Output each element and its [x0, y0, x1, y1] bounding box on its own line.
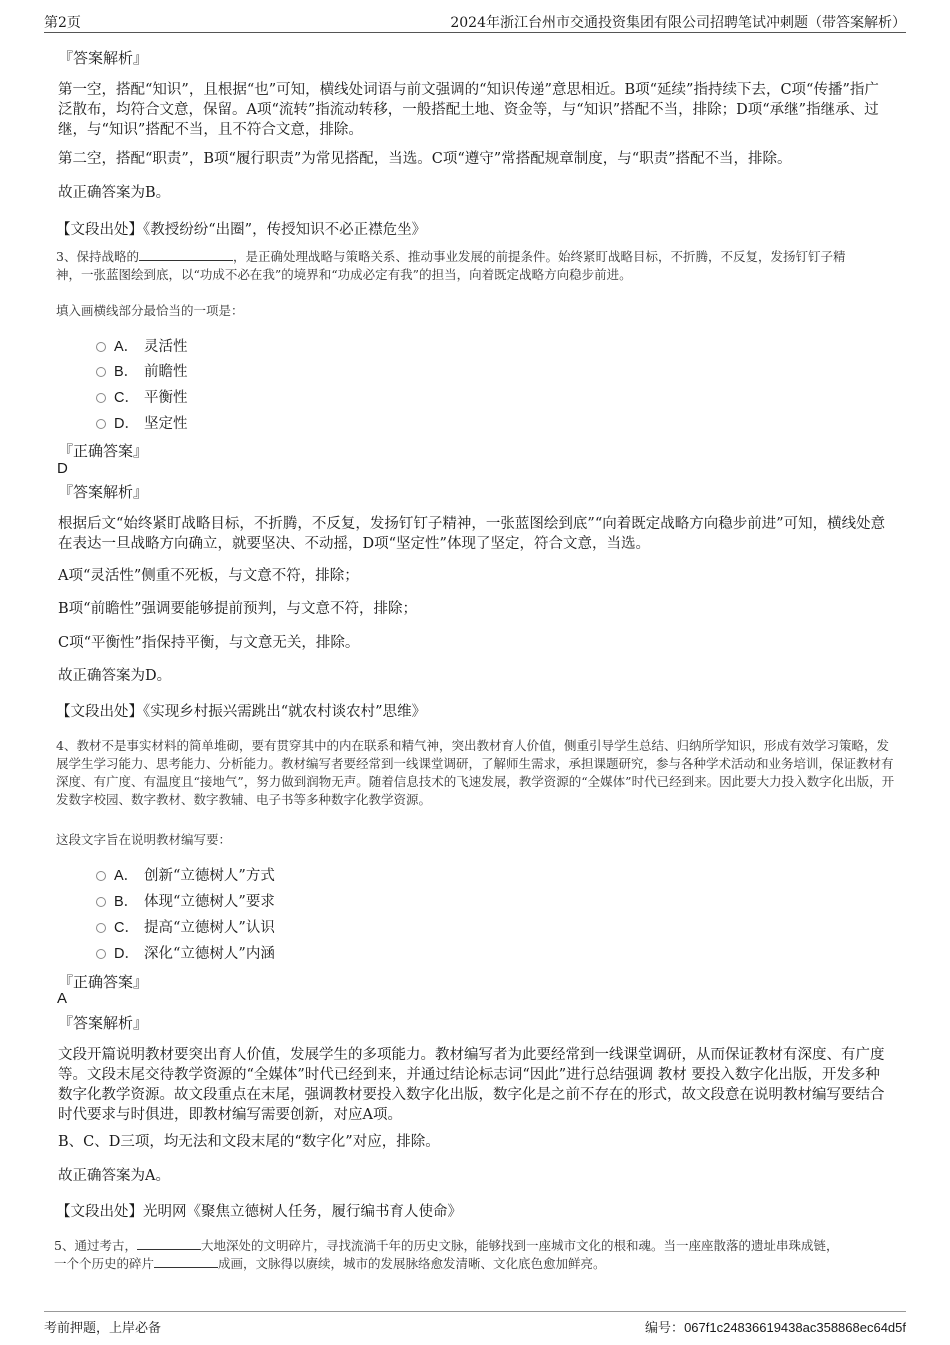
analysis-label: 『答案解析』 — [58, 49, 149, 67]
radio-icon[interactable] — [96, 923, 106, 933]
radio-icon[interactable] — [96, 393, 106, 403]
option-b[interactable]: B． 前瞻性 — [96, 360, 188, 380]
option-a[interactable]: A． 灵活性 — [96, 335, 188, 355]
page-header — [44, 10, 906, 33]
source-citation: 【文段出处】光明网《聚焦立德树人任务，履行编书育人使命》 — [56, 1204, 462, 1220]
analysis-paragraph: 根据后文“始终紧盯战略目标，不折腾，不反复，发扬钉钉子精神，一张蓝图绘到底”“向着既定战略方向稳步前进”可知，横线处意在表达一旦战略方向确立，就要坚决、不动摇，D项“坚定性”体现了坚定，符合文意，当选。 — [58, 516, 886, 552]
question-prompt: 这段文字旨在说明教材编写要： — [56, 832, 232, 847]
option-a[interactable]: A． 创新“立德树人”方式 — [96, 864, 275, 884]
option-d[interactable]: D． 深化“立德树人”内涵 — [96, 942, 275, 962]
radio-icon[interactable] — [96, 949, 106, 959]
question-number: 4、 — [56, 738, 77, 753]
question-5-stem: 5、通过考古， 大地深处的文明碎片，寻找流淌千年的历史文脉，能够找到一座城市文化的根和魂。当一座座散落的遗址串珠成链， 一个个历史的碎片 成画，文脉得以赓续，城市的发展脉络愈发清晰、文化底色愈加鲜亮。 — [54, 1238, 839, 1271]
source-citation: 【文段出处】《实现乡村振兴需跳出“就农村谈农村”思维》 — [56, 704, 427, 720]
correct-answer: D — [57, 460, 68, 477]
correct-answer: A — [57, 990, 68, 1007]
radio-icon[interactable] — [96, 367, 106, 377]
analysis-paragraph: A项“灵活性”侧重不死板，与文意不符，排除； — [58, 568, 359, 584]
conclusion: 故正确答案为B。 — [58, 185, 171, 201]
radio-icon[interactable] — [96, 342, 106, 352]
document-code: 编号：067f1c24836619438ac358868ec64d5f — [645, 1320, 906, 1335]
page-number: 第2页 — [44, 15, 81, 31]
option-c[interactable]: C． 平衡性 — [96, 386, 188, 406]
analysis-paragraph: 第一空，搭配“知识”，且根据“也”可知，横线处词语与前文强调的“知识传递”意思相近。B项“延续”指持续下去，C项“传播”指广泛散布，均符合文意，保留。A项“流转”指流动转移，一般搭配土地、资金等，与“知识”搭配不当，排除；D项“承继”指继承、过继，与“知识”搭配不当，且不符合文意，排除。 — [58, 82, 879, 138]
question-number: 5、 — [54, 1238, 75, 1253]
conclusion: 故正确答案为A。 — [58, 1168, 170, 1184]
radio-icon[interactable] — [96, 419, 106, 429]
radio-icon[interactable] — [96, 871, 106, 881]
source-citation: 【文段出处】《教授纷纷“出圈”，传授知识不必正襟危坐》 — [56, 222, 427, 238]
page-footer — [44, 1311, 906, 1342]
analysis-paragraph: 文段开篇说明教材要突出育人价值，发展学生的多项能力。教材编写者为此要经常到一线课堂调研，从而保证教材有深度、有广度等。文段末尾交待教学资源的“全媒体”时代已经到来，并通过结论标志词“因此”进行总结强调 教材 要投入数字化出版，开发多种数字化教学资源。故文段重点在末尾，强调教材要投入数字化出版，数字化是之前不存在的形式，故文段意在说明教材编写要结合时代要求与时俱进，即教材编写需要创新，对应A项。 — [58, 1047, 885, 1123]
analysis-paragraph: B项“前瞻性”强调要能够提前预判，与文意不符，排除； — [58, 601, 417, 617]
correct-answer-label: 『正确答案』 — [58, 973, 149, 991]
option-c[interactable]: C． 提高“立德树人”认识 — [96, 916, 275, 936]
analysis-paragraph: B、C、D三项，均无法和文段末尾的“数字化”对应，排除。 — [58, 1134, 440, 1150]
correct-answer-label: 『正确答案』 — [58, 442, 149, 460]
conclusion: 故正确答案为D。 — [58, 668, 172, 684]
question-number: 3、 — [56, 249, 77, 264]
question-4-stem: 4、教材不是事实材料的简单堆砌，要有贯穿其中的内在联系和精气神，突出教材育人价值，侧重引导学生总结、归纳所学知识，形成有效学习策略，发展学生学习能力、思考能力、分析能力。教材编写者要经常到一线课堂调研，了解师生需求，承担课题研究，参与各种学术活动和业务培训，保证教材有深度、有广度、有温度且“接地气”，努力做到润物无声。随着信息技术的飞速发展，教学资源的“全媒体”时代已经到来。因此要大力投入数字化出版，开发数字校园、数字教材、数字教辅、电子书等多种数字化教学资源。 — [56, 738, 895, 807]
option-b[interactable]: B． 体现“立德树人”要求 — [96, 890, 275, 910]
analysis-paragraph: C项“平衡性”指保持平衡，与文意无关，排除。 — [58, 635, 360, 651]
analysis-paragraph: 第二空，搭配“职责”，B项“履行职责”为常见搭配，当选。C项“遵守”常搭配规章制度，与“职责”搭配不当，排除。 — [58, 151, 792, 167]
footer-slogan: 考前押题，上岸必备 — [44, 1321, 162, 1336]
fill-blank — [137, 1237, 201, 1250]
question-prompt: 填入画横线部分最恰当的一项是： — [56, 303, 244, 318]
fill-blank — [154, 1255, 218, 1268]
radio-icon[interactable] — [96, 897, 106, 907]
analysis-label: 『答案解析』 — [58, 1014, 149, 1032]
analysis-label: 『答案解析』 — [58, 483, 149, 501]
question-3-stem: 3、保持战略的 ，是正确处理战略与策略关系、推动事业发展的前提条件。始终紧盯战略目标，不折腾，不反复，发扬钉钉子精 神，一张蓝图绘到底，以“功成不必在我”的境界和“功成必定有我”的担当，向着既定战略方向稳步前进。 — [56, 249, 846, 282]
document-title: 2024年浙江台州市交通投资集团有限公司招聘笔试冲刺题（带答案解析） — [450, 15, 906, 31]
fill-blank — [139, 248, 233, 261]
option-d[interactable]: D． 坚定性 — [96, 412, 188, 432]
